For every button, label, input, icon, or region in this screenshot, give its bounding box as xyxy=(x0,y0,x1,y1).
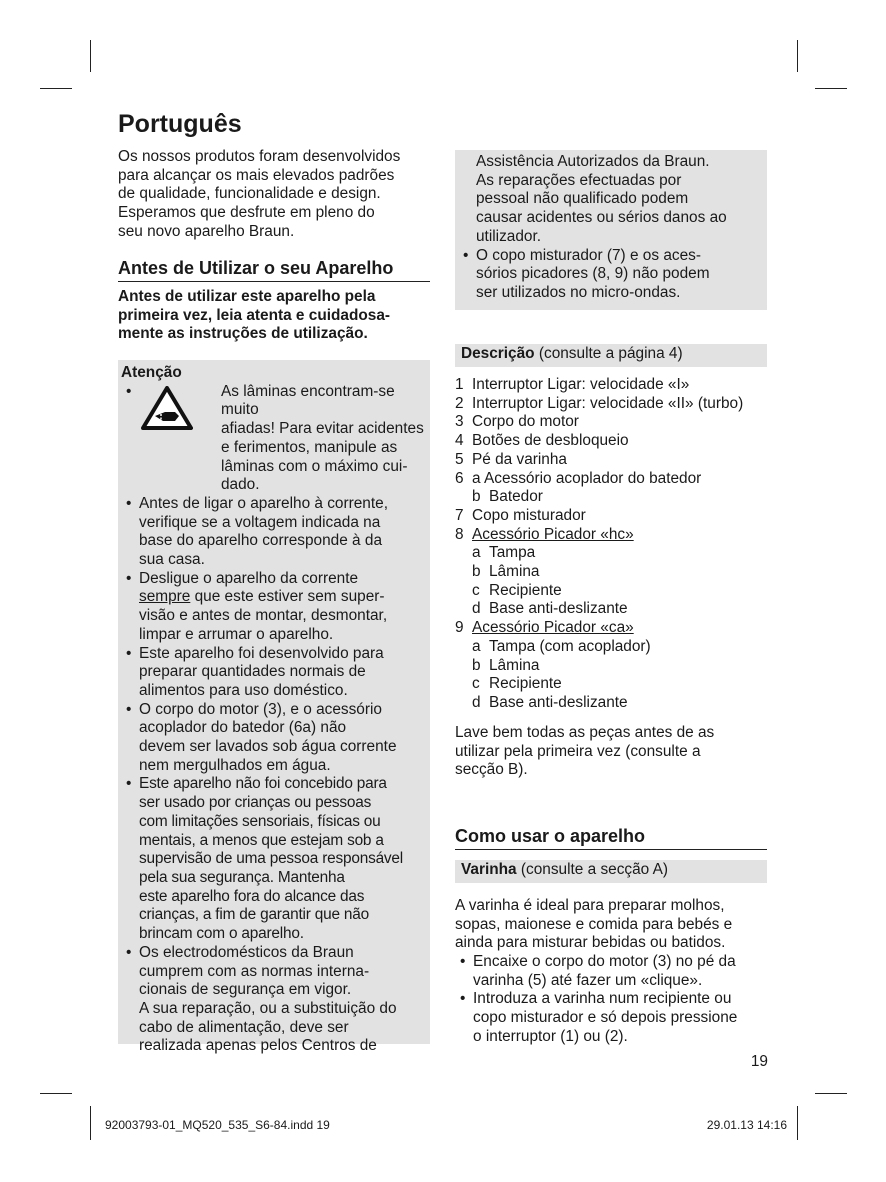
list-subitem: b Lâmina xyxy=(472,656,540,674)
crop-mark xyxy=(797,1106,798,1140)
list-item: 5 Pé da varinha xyxy=(455,450,567,468)
warning-title: Atenção xyxy=(121,364,182,381)
list-subitem: d Base anti-deslizante xyxy=(472,693,628,711)
underlined-word: sempre xyxy=(139,588,191,606)
warning-bullet: • O corpo do motor (3), e o acessório acoplador do batedor (6a) não devem ser lavados sob água corrente nem mergulhados em água. xyxy=(121,701,427,776)
list-item: 6 a Acessório acoplador do batedor xyxy=(455,469,702,487)
bullet-text: que este estiver sem super- visão e antes de montar, desmontar, limpar e arrumar o aparelho. xyxy=(139,588,388,643)
list-subitem: c Recipiente xyxy=(472,675,562,693)
list-item: 4 Botões de desbloqueio xyxy=(455,432,629,450)
list-subitem: a Tampa (com acoplador) xyxy=(472,637,651,655)
footer-file: 92003793-01_MQ520_535_S6-84.indd 19 xyxy=(105,1118,330,1132)
parts-list xyxy=(455,376,767,713)
warning-bullet: • O copo misturador (7) e os aces- sórios picadores (8, 9) não podem ser utilizados no micro-ondas. xyxy=(458,247,764,303)
warning-bullet: • Este aparelho não foi concebido para ser usado por crianças ou pessoas com limitações sensoriais, físicas ou mentais, a menos que estejam sob a supervisão de uma pessoa responsável pela sua segurança. Mantenha este aparelho fora do alcance das crianças, a fim de garantir que não brincam com o aparelho. xyxy=(121,775,427,943)
list-subitem: d Base anti-deslizante xyxy=(472,600,628,618)
hand-blade-warning-icon xyxy=(141,386,193,430)
usage-steps xyxy=(455,953,767,1047)
list-item: 8 Acessório Picador «hc» xyxy=(455,525,634,543)
warning-bullet: • Antes de ligar o aparelho à corrente, verifique se a voltagem indicada na base do aparelho corresponde à da sua casa. xyxy=(121,495,427,570)
warning-box-continued xyxy=(455,150,767,310)
intro-paragraph: Os nossos produtos foram desenvolvidos para alcançar os mais elevados padrões de qualidade, funcionalidade e design. Esperamos que desfrute em pleno do seu novo aparelho Braun. xyxy=(118,148,401,240)
read-instructions-note: Antes de utilizar este aparelho pela primeira vez, leia atenta e cuidadosa- mente as instruções de utilização. xyxy=(118,288,391,343)
list-subitem: b Batedor xyxy=(472,488,543,506)
list-item: 1 Interruptor Ligar: velocidade «I» xyxy=(455,376,690,393)
list-subitem: b Lâmina xyxy=(472,563,540,581)
section-heading-how-to-use: Como usar o aparelho xyxy=(455,825,767,850)
description-ref: (consulte a página 4) xyxy=(534,345,683,362)
hand-blender-label: Varinha xyxy=(461,861,517,878)
usage-step: • Introduza a varinha num recipiente ou copo misturador e só depois pressione o interruptor (1) ou (2). xyxy=(455,990,767,1046)
crop-mark xyxy=(815,88,847,89)
list-item: 7 Copo misturador xyxy=(455,506,586,524)
list-subitem: c Recipiente xyxy=(472,581,562,599)
warning-box xyxy=(118,360,430,1055)
crop-mark xyxy=(815,1093,847,1094)
crop-mark xyxy=(90,1106,91,1140)
warning-text: As lâminas encontram-se muito afiadas! Para evitar acidentes e ferimentos, manipule as lâminas com o máximo cui- dado. xyxy=(221,382,424,494)
warning-bullet: • Os electrodomésticos da Braun cumprem com as normas interna- cionais de segurança em vigor. A sua reparação, ou a substituição do cabo de alimentação, deve ser realizada apenas pelos Centros de xyxy=(121,944,427,1056)
list-item: 2 Interruptor Ligar: velocidade «II» (turbo) xyxy=(455,394,744,412)
warning-bullet xyxy=(121,570,427,645)
hand-blender-bar xyxy=(455,860,767,883)
crop-mark xyxy=(40,1093,72,1094)
page-title: Português xyxy=(118,110,242,138)
hand-blender-intro: A varinha é ideal para preparar molhos, sopas, maionese e comida para bebés e ainda para misturar bebidas ou batidos. xyxy=(455,897,733,952)
warning-bullet: • Este aparelho foi desenvolvido para preparar quantidades normais de alimentos para uso doméstico. xyxy=(121,645,427,701)
wash-note: Lave bem todas as peças antes de as utilizar pela primeira vez (consulte a secção B). xyxy=(455,724,715,779)
crop-mark xyxy=(40,88,72,89)
bullet-text: Desligue o aparelho da corrente xyxy=(139,569,359,587)
page-number: 19 xyxy=(750,1053,768,1070)
warning-bullet: • As lâminas encontram-se muito afiadas! Para evitar acidentes e ferimentos, manipule as lâminas com o máximo cui- dado. xyxy=(121,383,427,495)
warning-continued-text: Assistência Autorizados da Braun. As reparações efectuadas por pessoal não qualificado podem causar acidentes ou sérios danos ao utilizador. xyxy=(476,153,727,245)
list-item: 9 Acessório Picador «ca» xyxy=(455,619,634,637)
crop-mark xyxy=(797,40,798,72)
description-bar xyxy=(455,344,767,367)
list-item: 3 Corpo do motor xyxy=(455,413,579,431)
hand-blender-ref: (consulte a secção A) xyxy=(516,861,669,878)
description-label: Descrição xyxy=(461,345,535,362)
crop-mark xyxy=(90,40,91,72)
footer-date: 29.01.13 14:16 xyxy=(706,1118,787,1132)
list-subitem: a Tampa xyxy=(472,544,536,562)
section-heading-before-use: Antes de Utilizar o seu Aparelho xyxy=(118,257,430,282)
usage-step: • Encaixe o corpo do motor (3) no pé da varinha (5) até fazer um «clique». xyxy=(455,953,767,990)
